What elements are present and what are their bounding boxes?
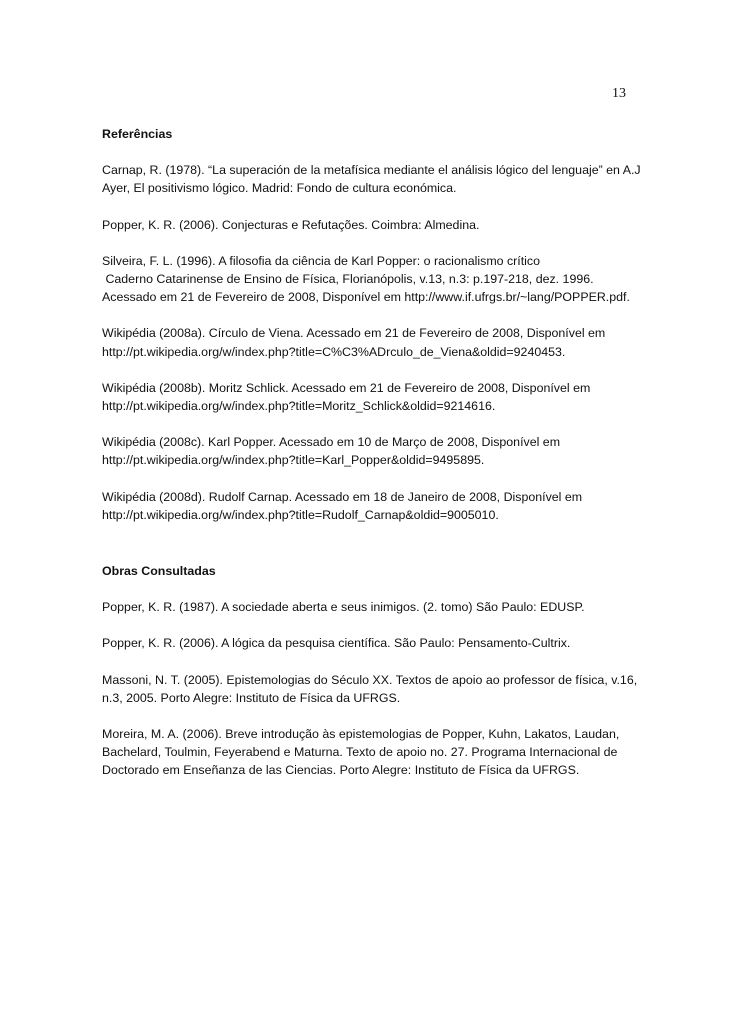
reference-item — [102, 324, 642, 360]
reference-line: Doctorado em Enseñanza de las Ciencias. Porto Alegre: Instituto de Física da UFRGS. — [102, 763, 580, 778]
reference-line: Massoni, N. T. (2005). Epistemologias do Século XX. Textos de apoio ao professor de física, v.16, — [102, 672, 638, 687]
reference-line: Wikipédia (2008c). Karl Popper. Acessado em 10 de Março de 2008, Disponível em — [102, 435, 561, 450]
reference-line: Wikipédia (2008a). Círculo de Viena. Acessado em 21 de Fevereiro de 2008, Disponível em — [102, 326, 606, 341]
consulted-heading: Obras Consultadas — [102, 564, 216, 579]
reference-item — [102, 488, 642, 524]
reference-line: Popper, K. R. (1987). A sociedade aberta e seus inimigos. (2. tomo) São Paulo: EDUSP. — [102, 600, 585, 615]
reference-line: Moreira, M. A. (2006). Breve introdução às epistemologias de Popper, Kuhn, Lakatos, Laudan, — [102, 727, 620, 742]
references-section — [102, 125, 642, 524]
reference-line: http://pt.wikipedia.org/w/index.php?title=C%C3%ADrculo_de_Viena&oldid=9240453. — [102, 344, 566, 359]
reference-line: Bachelard, Toulmin, Feyerabend e Maturna. Texto de apoio no. 27. Programa Internacional de — [102, 745, 618, 760]
reference-item — [102, 725, 642, 780]
page-number: 13 — [612, 86, 626, 101]
reference-item — [102, 671, 642, 707]
reference-item — [102, 598, 642, 616]
reference-line: http://pt.wikipedia.org/w/index.php?title=Karl_Popper&oldid=9495895. — [102, 453, 485, 468]
reference-item — [102, 161, 642, 197]
reference-line: Caderno Catarinense de Ensino de Física, Florianópolis, v.13, n.3: p.197-218, dez. 1996. — [102, 272, 594, 287]
reference-item — [102, 252, 642, 307]
page-content — [102, 125, 642, 780]
reference-line: http://pt.wikipedia.org/w/index.php?title=Moritz_Schlick&oldid=9214616. — [102, 399, 496, 414]
reference-item — [102, 379, 642, 415]
reference-line: Silveira, F. L. (1996). A filosofia da ciência de Karl Popper: o racionalismo crítico — [102, 253, 541, 268]
reference-line: Wikipédia (2008b). Moritz Schlick. Acessado em 21 de Fevereiro de 2008, Disponível em — [102, 380, 591, 395]
reference-line: Popper, K. R. (2006). Conjecturas e Refutações. Coimbra: Almedina. — [102, 217, 480, 232]
reference-item — [102, 634, 642, 652]
reference-line: Carnap, R. (1978). “La superación de la metafísica mediante el análisis lógico del lenguaje” en A.J — [102, 163, 641, 178]
references-heading: Referências — [102, 127, 173, 141]
reference-line: Ayer, El positivismo lógico. Madrid: Fondo de cultura económica. — [102, 181, 457, 196]
reference-line: Popper, K. R. (2006). A lógica da pesquisa científica. São Paulo: Pensamento-Cultrix. — [102, 636, 571, 651]
reference-line: http://pt.wikipedia.org/w/index.php?title=Rudolf_Carnap&oldid=9005010. — [102, 507, 499, 522]
reference-item — [102, 433, 642, 469]
reference-item — [102, 216, 642, 234]
reference-line: Wikipédia (2008d). Rudolf Carnap. Acessado em 18 de Janeiro de 2008, Disponível em — [102, 489, 583, 504]
reference-line: n.3, 2005. Porto Alegre: Instituto de Física da UFRGS. — [102, 690, 401, 705]
consulted-section — [102, 562, 642, 780]
reference-line: Acessado em 21 de Fevereiro de 2008, Disponível em http://www.if.ufrgs.br/~lang/POPPER.pdf. — [102, 290, 630, 305]
